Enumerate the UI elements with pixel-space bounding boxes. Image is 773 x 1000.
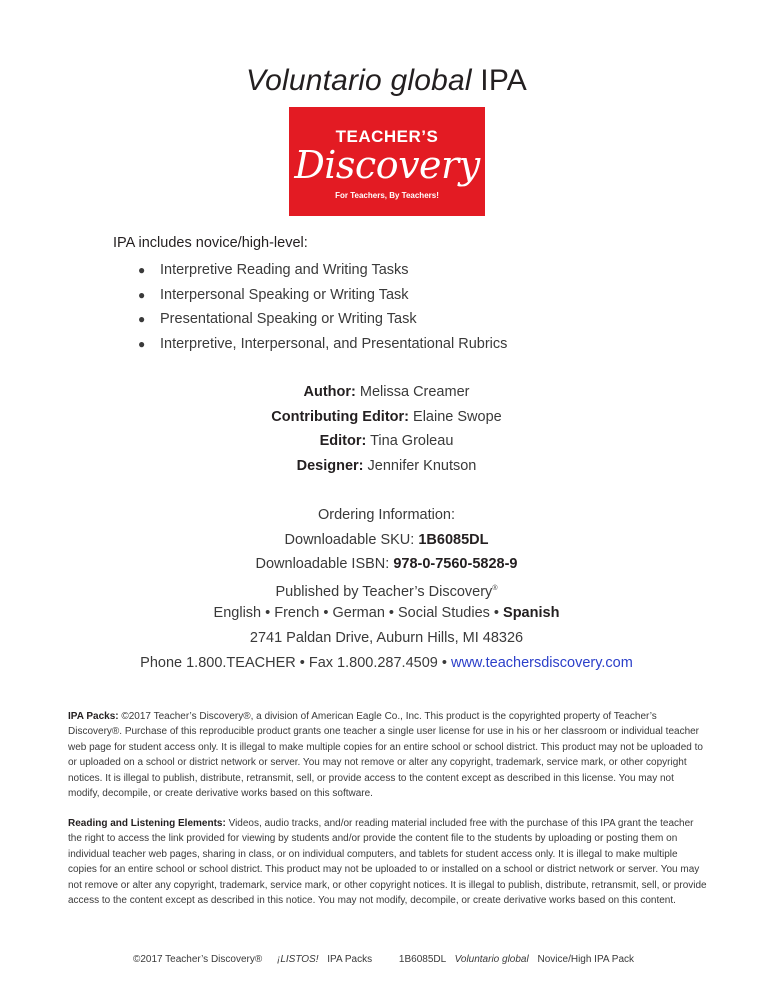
bullet-icon: ● (138, 287, 146, 302)
logo-line1: TEACHER’S (335, 127, 439, 146)
sku-line: Downloadable SKU: 1B6085DL (284, 531, 489, 548)
footer-product: 1B6085DL Voluntario global Novice/High IPA Pack (398, 954, 635, 965)
list-item: ● Interpersonal Speaking or Writing Task (138, 283, 507, 308)
credit-contributing-editor: Contributing Editor: Elaine Swope (271, 408, 502, 425)
isbn-line: Downloadable ISBN: 978-0-7560-5828-9 (255, 556, 518, 573)
credit-designer: Designer: Jennifer Knutson (296, 457, 477, 474)
credits (0, 380, 773, 478)
teachers-discovery-logo (289, 107, 485, 216)
list-item: ● Presentational Speaking or Writing Task (138, 307, 507, 332)
page-footer (0, 954, 773, 965)
list-item: ● Interpretive Reading and Writing Tasks (138, 258, 507, 283)
legal-reading-listening: Reading and Listening Elements: Videos, audio tracks, and/or reading material included free with the purchase of this IPA grant the teacher the right to access the link provided for viewing by students and/or provide the content file to the students by uploading or posting them on individual teacher web pages, sharing in class, or on individual computers, and tablets for student access only. It is illegal to make multiple copies for an entire school or school district. This product may not be uploaded to or installed on a school or district network or server. You may not remove or alter any copyright, trademark, service mark, or other copyright notices. It is illegal to publish, distribute, retransmit, sell, or provide access to the content except as described in this notice. You may not modify, decompile, or create derivative works based on this content. (68, 818, 707, 907)
footer-series: ¡LISTOS! IPA Packs (277, 954, 373, 965)
bullet-icon: ● (138, 263, 146, 277)
address-line: 2741 Paldan Drive, Auburn Hills, MI 48326 (249, 629, 524, 646)
ordering-info (0, 503, 773, 675)
includes-heading: IPA includes novice/high-level: (113, 235, 308, 251)
title-rest: IPA (471, 64, 528, 97)
contact-line: Phone 1.800.TEACHER • Fax 1.800.287.4509 • www.teachersdiscovery.com (140, 654, 633, 671)
list-item: ● Interpretive, Interpersonal, and Presentational Rubrics (138, 332, 507, 357)
publisher-line: Published by Teacher’s Discovery® (275, 583, 498, 600)
page-title (0, 64, 773, 98)
footer-copyright: ©2017 Teacher’s Discovery® (132, 954, 263, 965)
bullet-icon: ● (138, 336, 146, 351)
bullet-icon: ● (138, 312, 146, 327)
title-italic: Voluntario global (245, 64, 472, 97)
subjects-line: English • French • German • Social Studies • Spanish (213, 605, 560, 622)
ordering-heading: Ordering Information: (317, 507, 455, 523)
logo-tagline: For Teachers, By Teachers! (335, 191, 439, 200)
legal-ipa-packs: IPA Packs: ©2017 Teacher’s Discovery®, a division of American Eagle Co., Inc. This product is the copyrighted property of Teacher’s Discovery®. Purchase of this reproducible product grants one teacher a single user license for use in his or her classroom or individual teacher web page for student access only. It is illegal to make multiple copies for an entire school or school district. This product may not be uploaded to or uploaded on a school or district network or server. You may not remove or alter any copyright, trademark, service mark, or other copyright notices. It is illegal to publish, distribute, retransmit, sell, or provide access to the content except as described in this license. You may not modify, decompile, or create derivative works based on this software. (68, 711, 703, 800)
credit-author: Author: Melissa Creamer (303, 384, 470, 400)
website-link[interactable]: www.teachersdiscovery.com (450, 654, 633, 671)
credit-editor: Editor: Tina Groleau (319, 433, 454, 449)
logo-line2: Discovery (294, 143, 480, 187)
includes-list (138, 258, 507, 356)
